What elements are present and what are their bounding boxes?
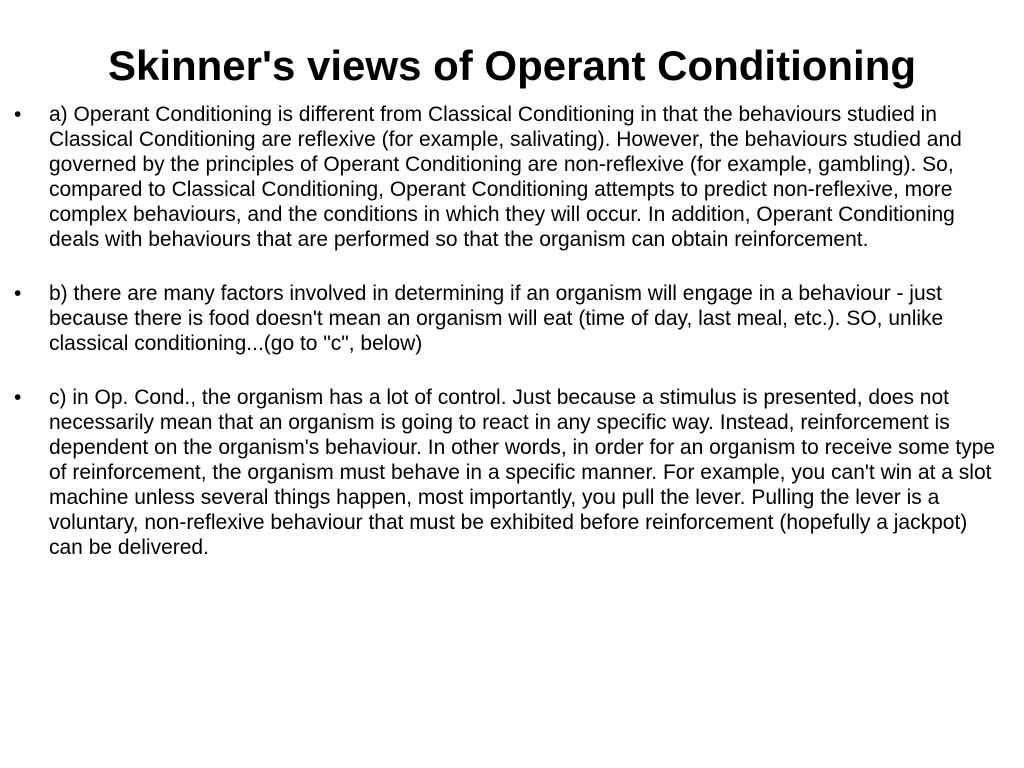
bullet-list [0, 102, 1024, 589]
bullet-marker: • [14, 282, 22, 305]
bullet-marker: • [14, 103, 22, 126]
slide-title: Skinner's views of Operant Conditioning [107, 42, 917, 89]
bullet-marker: • [14, 386, 22, 409]
bullet-item-b [0, 281, 1024, 356]
bullet-text: b) there are many factors involved in determining if an organism will engage in a behaviour - just because there is food doesn't mean an organism will eat (time of day, last meal, etc.). SO, unlike classical conditioning...(go to "c", below) [49, 282, 944, 355]
bullet-text: a) Operant Conditioning is different from Classical Conditioning in that the behaviours studied in Classical Conditioning are reflexive (for example, salivating). However, the behaviours studied and governed by the principles of Operant Conditioning are non-reflexive (for example, gambling). So, compared to Classical Conditioning, Operant Conditioning attempts to predict non-reflexive, more complex behaviours, and the conditions in which they will occur. In addition, Operant Conditioning deals with behaviours that are performed so that the organism can obtain reinforcement. [49, 103, 962, 251]
bullet-item-a [0, 102, 1024, 252]
bullet-item-c [0, 385, 1024, 560]
bullet-text: c) in Op. Cond., the organism has a lot of control. Just because a stimulus is presented, does not necessarily mean that an organism is going to react in any specific way. Instead, reinforcement is dependent on the organism's behaviour. In other words, in order for an organism to receive some type of reinforcement, the organism must behave in a specific manner. For example, you can't win at a slot machine unless several things happen, most importantly, you pull the lever. Pulling the lever is a voluntary, non-reflexive behaviour that must be exhibited before reinforcement (hopefully a jackpot) can be delivered. [49, 386, 996, 559]
